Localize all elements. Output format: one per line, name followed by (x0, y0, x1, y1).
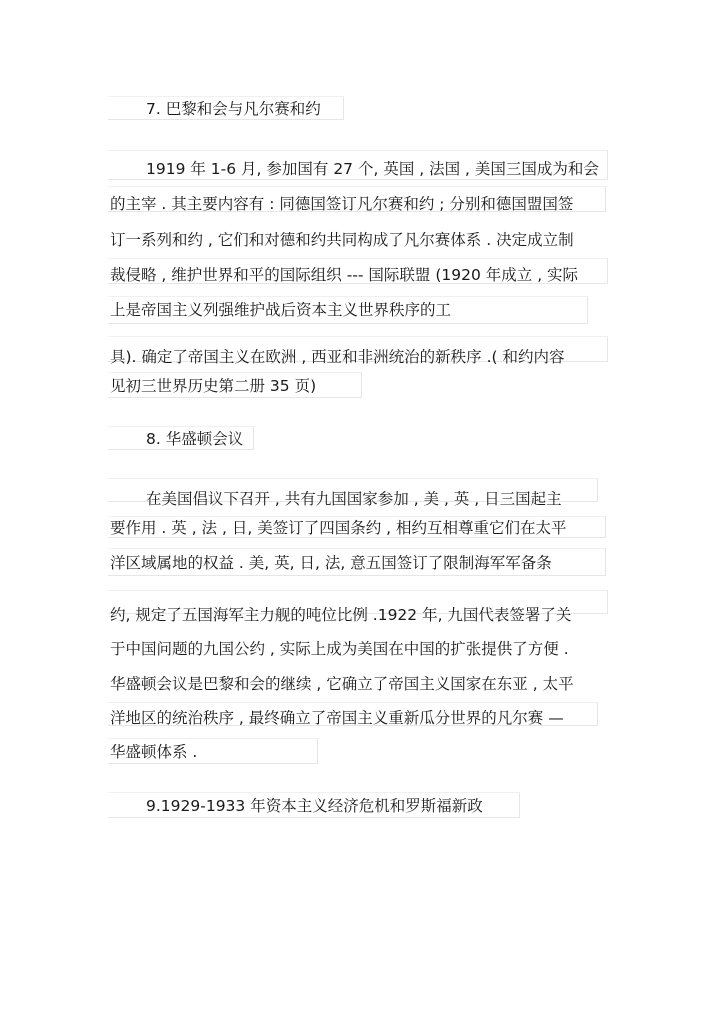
section-7-line-4: 裁侵略 , 维护世界和平的国际组织 --- 国际联盟 (1920 年成立 , 实际 (110, 266, 579, 284)
section-7-line-3: 订一系列和约 , 它们和对德和约共同构成了凡尔赛体系 . 决定成立制 (110, 231, 574, 249)
section-8-line-7: 洋地区的统治秩序 , 最终确立了帝国主义重新瓜分世界的凡尔赛 — (110, 709, 564, 727)
section-8-line-3: 洋区域属地的权益 . 美, 英, 日, 法, 意五国签订了限制海军军备条 (110, 554, 552, 572)
section-8-heading: 8. 华盛顿会议 (146, 430, 244, 448)
section-8-line-8: 华盛顿体系 . (110, 743, 198, 761)
section-7-line-2: 的主宰 . 其主要内容有 : 同德国签订凡尔赛和约 ; 分别和德国盟国签 (110, 195, 574, 213)
section-9-heading: 9.1929-1933 年资本主义经济危机和罗斯福新政 (146, 797, 483, 815)
section-7-line-6: 具). 确定了帝国主义在欧洲 , 西亚和非洲统治的新秩序 .( 和约内容 (110, 348, 565, 366)
section-8-line-5: 于中国问题的九国公约 , 实际上成为美国在中国的扩张提供了方便 . (110, 640, 569, 658)
section-7-line-5: 上是帝国主义列强维护战后资本主义世界秩序的工 (110, 301, 452, 319)
section-7-line-1: 1919 年 1-6 月, 参加国有 27 个, 英国 , 法国 , 美国三国成为和会 (146, 160, 599, 178)
section-7-line-7: 见初三世界历史第二册 35 页) (110, 377, 317, 395)
section-8-line-4: 约, 规定了五国海军主力舰的吨位比例 .1922 年, 九国代表签署了关 (110, 606, 572, 624)
section-8-line-2: 要作用 . 英 , 法 , 日, 美签订了四国条约 , 相约互相尊重它们在太平 (110, 519, 567, 537)
section-8-line-1: 在美国倡议下召开 , 共有九国国家参加 , 美 , 英 , 日三国起主 (146, 490, 562, 508)
section-8-line-6: 华盛顿会议是巴黎和会的继续 , 它确立了帝国主义国家在东亚 , 太平 (110, 675, 574, 693)
section-7-heading: 7. 巴黎和会与凡尔赛和约 (146, 100, 321, 118)
